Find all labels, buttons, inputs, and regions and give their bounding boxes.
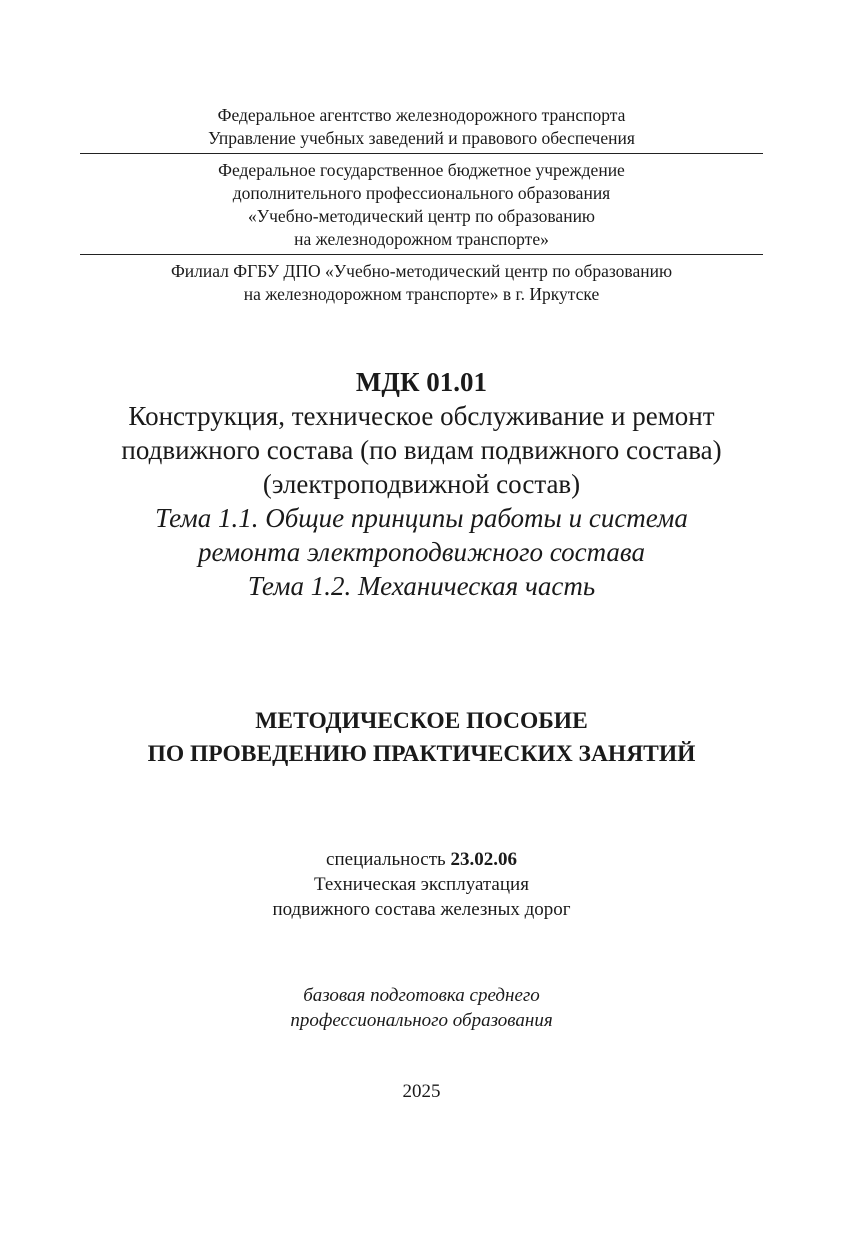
- agency-line: Федеральное агентство железнодорожного транспорта: [217, 105, 626, 125]
- specialty-name-line: подвижного состава железных дорог: [272, 899, 571, 920]
- document-type-line: ПО ПРОВЕДЕНИЮ ПРАКТИЧЕСКИХ ЗАНЯТИЙ: [147, 741, 696, 767]
- document-type: [80, 705, 763, 771]
- branch-line: Филиал ФГБУ ДПО «Учебно-методический центр по образованию: [170, 261, 673, 281]
- module-title-line: подвижного состава (по видам подвижного состава): [121, 435, 722, 465]
- topic-line: Тема 1.1. Общие принципы работы и система: [155, 503, 688, 533]
- module-block: [80, 365, 763, 603]
- specialty-block: [80, 847, 763, 922]
- module-title-line: (электроподвижной состав): [262, 469, 581, 499]
- topic-line: Тема 1.2. Механическая часть: [247, 571, 596, 601]
- header-divider: [80, 153, 763, 154]
- agency-block: [80, 104, 763, 150]
- institution-line: Федеральное государственное бюджетное учреждение: [218, 160, 625, 180]
- education-level-line: базовая подготовка среднего: [303, 985, 540, 1006]
- topic-line: ремонта электроподвижного состава: [198, 537, 645, 567]
- specialty-name-line: Техническая эксплуатация: [314, 874, 529, 895]
- publication-year: 2025: [402, 1081, 441, 1102]
- education-level-block: [80, 983, 763, 1033]
- branch-block: [80, 260, 763, 306]
- document-type-line: МЕТОДИЧЕСКОЕ ПОСОБИЕ: [255, 708, 588, 734]
- agency-line: Управление учебных заведений и правового обеспечения: [208, 128, 635, 148]
- education-level-line: профессионального образования: [290, 1010, 553, 1031]
- institution-line: дополнительного профессионального образования: [232, 183, 611, 203]
- specialty-label: специальность: [326, 849, 451, 870]
- specialty-code: 23.02.06: [450, 849, 517, 870]
- branch-line: на железнодорожном транспорте» в г. Иркутске: [243, 284, 600, 304]
- institution-line: «Учебно-методический центр по образованию: [247, 206, 596, 226]
- publication-year-block: [80, 1079, 763, 1104]
- module-title-line: Конструкция, техническое обслуживание и ремонт: [128, 401, 715, 431]
- specialty-line: [80, 847, 763, 872]
- header-divider: [80, 254, 763, 255]
- institution-block: [80, 159, 763, 251]
- module-code: МДК 01.01: [355, 367, 488, 397]
- institution-line: на железнодорожном транспорте»: [294, 229, 549, 249]
